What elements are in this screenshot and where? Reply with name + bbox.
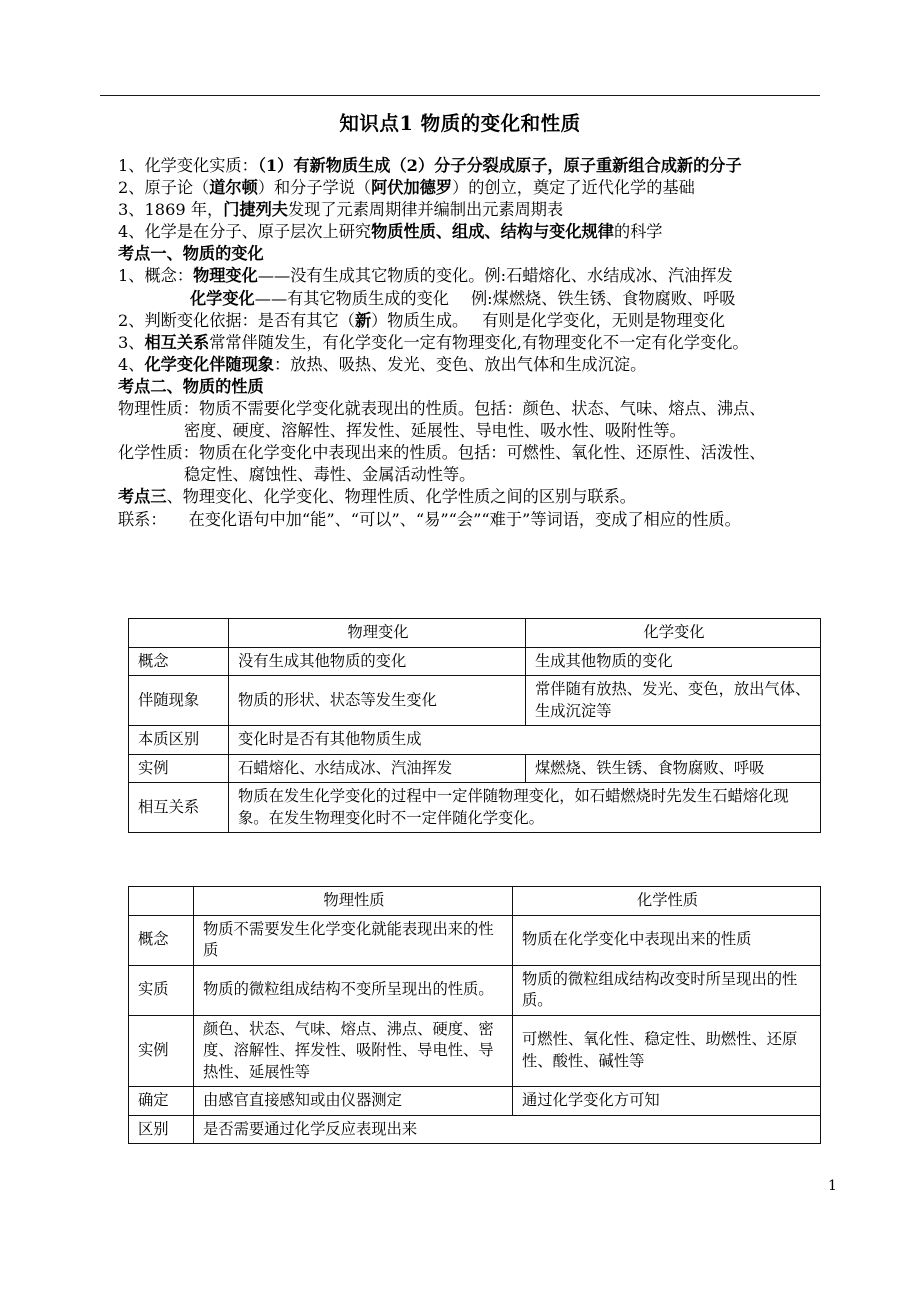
table2-row-0-label: 概念 — [129, 915, 194, 965]
table2-header-chemical-property: 化学性质 — [513, 887, 821, 916]
table1-row-1-label: 伴随现象 — [129, 676, 229, 726]
table2-header-physical-property: 物理性质 — [194, 887, 513, 916]
table1-row-4-label: 相互关系 — [129, 783, 229, 833]
section-2-heading — [118, 376, 908, 398]
section-1-item-2-rest: ）物质生成。 — [371, 310, 469, 330]
intro-line-3-mendeleev: 门捷列夫 — [223, 200, 288, 220]
table2-row-2-col2: 颜色、状态、气味、熔点、沸点、硬度、密度、溶解性、挥发性、吸附性、导电性、导热性、延展性等 — [194, 1015, 513, 1087]
table1-row-3-col3: 煤燃烧、铁生锈、食物腐败、呼吸 — [526, 754, 821, 783]
table1-header-chemical-change: 化学变化 — [526, 619, 821, 648]
section-1-item-3 — [118, 332, 908, 354]
section-1-item-4 — [118, 354, 908, 376]
table-row — [129, 783, 821, 833]
chemical-property-label: 化学性质： — [118, 443, 199, 463]
section-1-item-2-new: 新 — [354, 310, 372, 330]
table1-header-physical-change: 物理变化 — [229, 619, 526, 648]
table2-row-3-col2: 由感官直接感知或由仪器测定 — [194, 1087, 513, 1116]
intro-line-1-number: 1、 — [118, 156, 145, 175]
chemical-change-definition: ——有其它物质生成的变化 — [254, 288, 449, 308]
section-3-heading-label: 考点三 — [118, 487, 167, 507]
table1-row-2-col2: 变化时是否有其他物质生成 — [229, 726, 821, 755]
table2-row-0-col3: 物质在化学变化中表现出来的性质 — [513, 915, 821, 965]
relation-line — [118, 509, 908, 531]
intro-line-2-part-d: ）的创立，奠定了近代化学的基础 — [452, 178, 695, 198]
section-1-item-3-text: 常常伴随发生，有化学变化一定有物理变化,有物理变化不一定有化学变化。 — [209, 332, 749, 352]
section-1-item-2 — [118, 310, 908, 332]
table1-row-1-col2: 物质的形状、状态等发生变化 — [229, 676, 526, 726]
chemical-change-examples: 例:煤燃烧、铁生锈、食物腐败、呼吸 — [471, 288, 736, 308]
changes-comparison-table — [128, 618, 821, 833]
table-row — [129, 676, 821, 726]
table2-row-4-col2: 是否需要通过化学反应表现出来 — [194, 1115, 821, 1144]
intro-line-4-emphasis: 物质性质、组成、结构与变化规律 — [371, 222, 614, 242]
physical-change-definition: ——没有生成其它物质的变化。例:石蜡熔化、水结成冰、汽油挥发 — [257, 266, 733, 286]
relation-label: 联系： — [118, 509, 167, 529]
section-1-item-3-term: 相互关系 — [144, 332, 210, 352]
physical-property-text: 物质不需要化学变化就表现出的性质。包括：颜色、状态、气味、熔点、沸点、 — [198, 399, 766, 419]
section-1-item-2-tail: 有则是化学变化，无则是物理变化 — [482, 310, 726, 330]
table2-row-4-label: 区别 — [129, 1115, 194, 1144]
physical-property-line-2 — [118, 420, 908, 442]
section-1-item-4-number: 4、 — [118, 354, 145, 374]
intro-line-3-rest: 发现了元素周期律并编制出元素周期表 — [287, 200, 564, 220]
intro-line-3-year: 1869 年， — [144, 200, 224, 220]
page-title: 知识点1 物质的变化和性质 — [339, 112, 581, 135]
intro-line-4 — [118, 221, 908, 243]
section-1-item-1b — [118, 288, 908, 310]
physical-property-line — [118, 398, 908, 420]
table2-row-3-label: 确定 — [129, 1087, 194, 1116]
intro-line-2 — [118, 177, 908, 199]
table1-row-2-label: 本质区别 — [129, 726, 229, 755]
table-header-row — [129, 619, 821, 648]
table2-row-2-label: 实例 — [129, 1015, 194, 1087]
physical-change-term: 物理变化 — [193, 266, 258, 286]
physical-property-label: 物理性质： — [118, 399, 199, 419]
section-1-item-3-number: 3、 — [118, 332, 145, 352]
intro-line-2-dalton: 道尔顿 — [209, 178, 258, 198]
table-row — [129, 1087, 821, 1116]
table1-row-3-col2: 石蜡熔化、水结成冰、汽油挥发 — [229, 754, 526, 783]
table1-row-0-col3: 生成其他物质的变化 — [526, 647, 821, 676]
intro-line-4-part-c: 的科学 — [613, 222, 663, 242]
intro-line-2-number: 2、 — [118, 178, 145, 198]
section-1-heading — [118, 243, 908, 265]
table-row — [129, 754, 821, 783]
table2-row-1-col2: 物质的微粒组成结构不变所呈现出的性质。 — [194, 965, 513, 1015]
table1-header-corner — [129, 619, 229, 648]
table-row — [129, 647, 821, 676]
table-row — [129, 965, 821, 1015]
section-1-item-4-text: ：放热、吸热、发光、变色、放出气体和生成沉淀。 — [274, 354, 647, 374]
table2-header-corner — [129, 887, 194, 916]
section-1-item-2-text: 2、判断变化依据：是否有其它（ — [118, 310, 355, 330]
intro-line-1-content: （1）有新物质生成（2）分子分裂成原子，原子重新组合成新的分子 — [257, 156, 742, 175]
table-row — [129, 1115, 821, 1144]
chemical-property-text: 物质在化学变化中表现出来的性质。包括：可燃性、氧化性、还原性、活泼性、 — [198, 443, 766, 463]
table2-row-2-col3: 可燃性、氧化性、稳定性、助燃性、还原性、酸性、碱性等 — [513, 1015, 821, 1087]
table2-row-0-col2: 物质不需要发生化学变化就能表现出来的性质 — [194, 915, 513, 965]
section-2-heading-label: 考点二 — [118, 376, 167, 396]
intro-line-2-part-a: 原子论（ — [144, 178, 210, 198]
physical-property-text-2: 密度、硬度、溶解性、挥发性、延展性、导电性、吸水性、吸附性等。 — [184, 421, 686, 441]
table-row — [129, 915, 821, 965]
header-divider-rule — [100, 95, 820, 96]
section-1-item-1-number: 1、概念： — [118, 266, 194, 286]
table-header-row — [129, 887, 821, 916]
chemical-change-term: 化学变化 — [190, 288, 255, 308]
table1-row-1-col3: 常伴随有放热、发光、变色，放出气体、生成沉淀等 — [526, 676, 821, 726]
table2-row-1-col3: 物质的微粒组成结构改变时所呈现出的性质。 — [513, 965, 821, 1015]
intro-line-4-part-a: 化学是在分子、原子层次上研究 — [144, 222, 372, 242]
relation-text: 在变化语句中加“能”、“可以”、“易”“会”“难于”等词语，变成了相应的性质。 — [188, 509, 741, 529]
table2-row-1-label: 实质 — [129, 965, 194, 1015]
document-body — [118, 155, 908, 531]
table2-row-3-col3: 通过化学变化方可知 — [513, 1087, 821, 1116]
table-row — [129, 1015, 821, 1087]
table1-row-4-col2: 物质在发生化学变化的过程中一定伴随物理变化，如石蜡燃烧时先发生石蜡熔化现象。在发生物理变化时不一定伴随化学变化。 — [229, 783, 821, 833]
chemical-property-line-2 — [118, 464, 908, 486]
chemical-property-line — [118, 442, 908, 464]
section-3-heading — [118, 486, 908, 508]
section-2-heading-text: 、物质的性质 — [166, 376, 264, 396]
intro-line-2-avogadro: 阿伏加德罗 — [371, 178, 453, 198]
chemical-property-text-2: 稳定性、腐蚀性、毒性、金属活动性等。 — [184, 465, 476, 485]
intro-line-4-number: 4、 — [118, 222, 145, 242]
page-number: 1 — [828, 1178, 837, 1194]
section-1-heading-label: 考点一 — [118, 244, 167, 264]
section-3-heading-text: 、物理变化、化学变化、物理性质、化学性质之间的区别与联系。 — [166, 487, 636, 507]
intro-line-1-label: 化学变化实质： — [144, 156, 258, 175]
table-row — [129, 726, 821, 755]
section-1-heading-text: 、物质的变化 — [166, 244, 264, 264]
table1-row-3-label: 实例 — [129, 754, 229, 783]
section-1-item-4-term: 化学变化伴随现象 — [144, 354, 274, 374]
section-1-item-1 — [118, 265, 908, 287]
intro-line-2-part-c: ）和分子学说（ — [257, 178, 372, 198]
intro-line-3-number: 3、 — [118, 200, 145, 220]
properties-comparison-table — [128, 886, 821, 1144]
table1-row-0-label: 概念 — [129, 647, 229, 676]
intro-line-1 — [118, 155, 908, 177]
table1-row-0-col2: 没有生成其他物质的变化 — [229, 647, 526, 676]
intro-line-3 — [118, 199, 908, 221]
